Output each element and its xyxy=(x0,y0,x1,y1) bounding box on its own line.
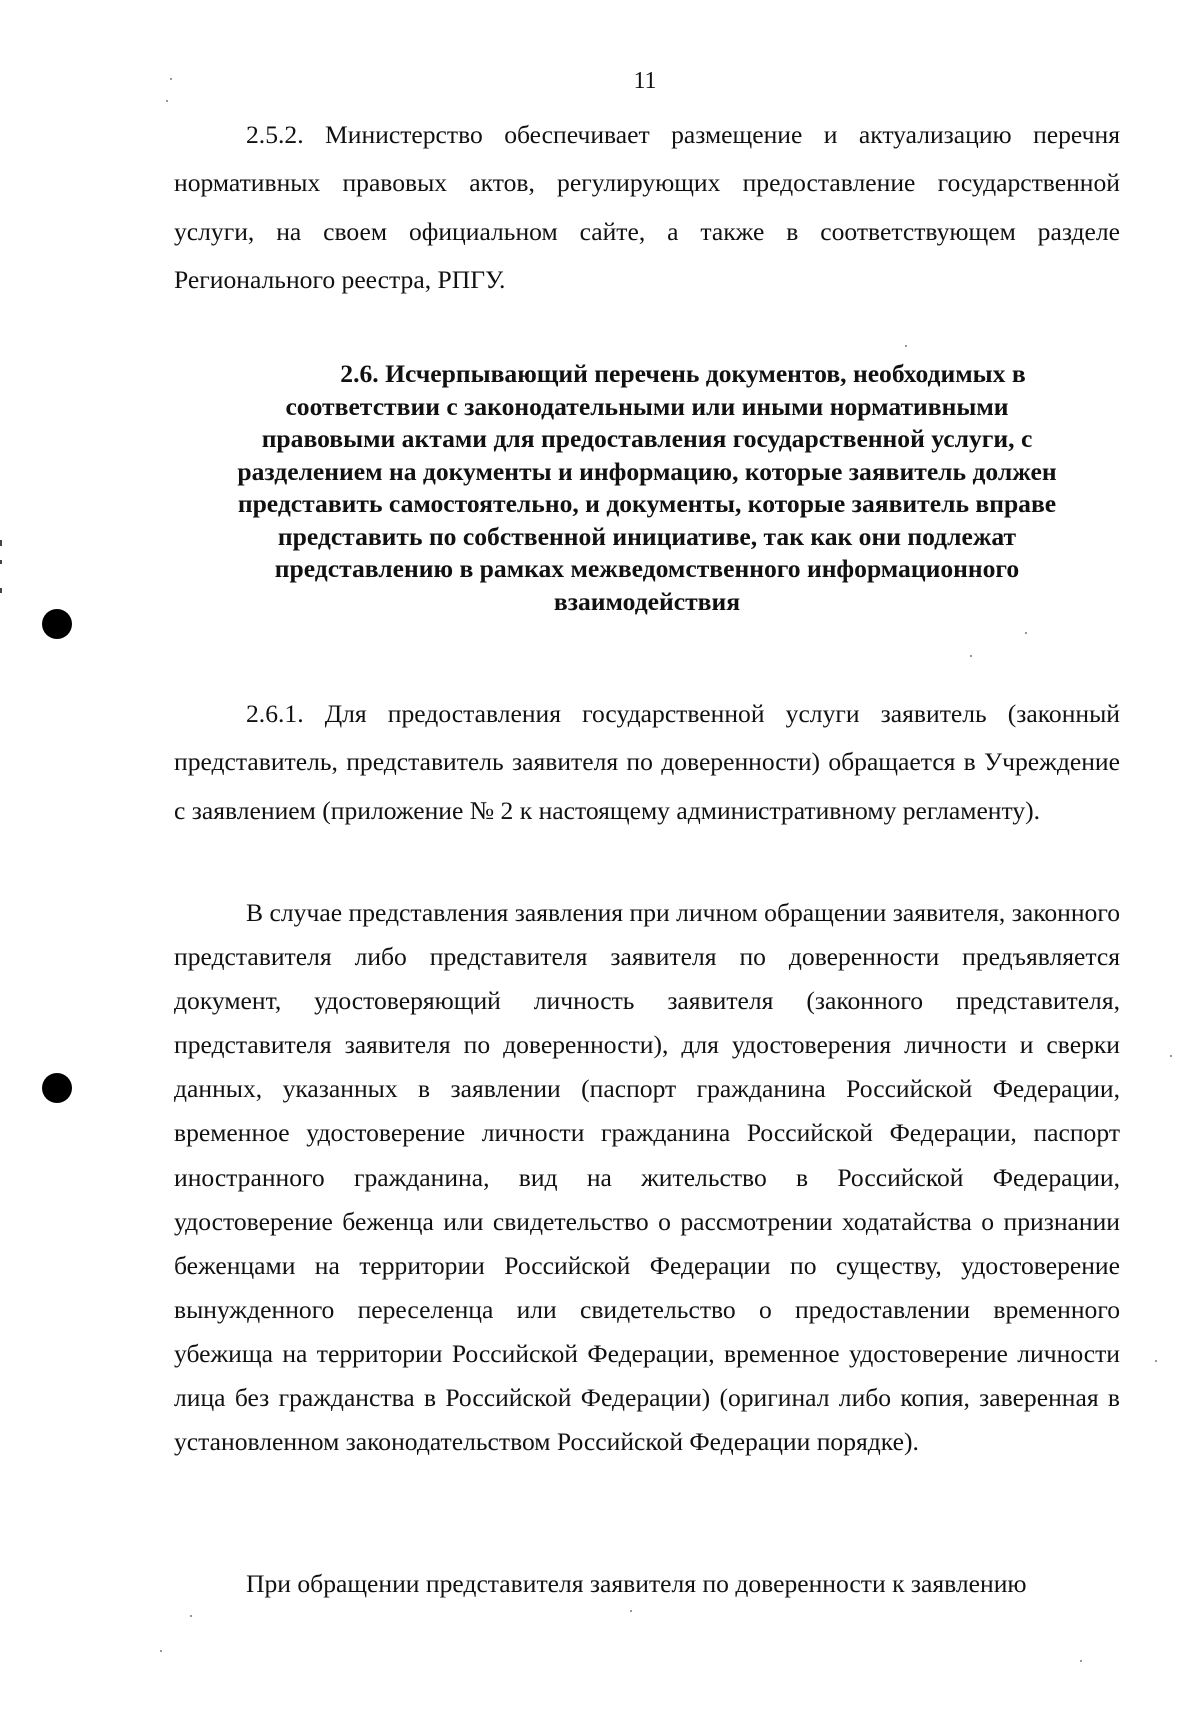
page-number: 11 xyxy=(633,68,657,94)
heading-line: представить по собственной инициативе, так как они подлежат xyxy=(277,521,1017,551)
paragraph-identity xyxy=(174,891,1120,1464)
heading-line: правовыми актами для предоставления государственной услуги, с xyxy=(261,424,1033,453)
scan-speck xyxy=(1080,1660,1082,1662)
paragraph-representative-text: При обращении представителя заявителя по доверенности к заявлению xyxy=(246,1569,1027,1598)
scan-edge-mark xyxy=(0,540,2,546)
heading-line: разделением на документы и информацию, которые заявитель должен xyxy=(237,456,1057,486)
paragraph-representative-block xyxy=(174,1562,1120,1606)
scan-edge-mark xyxy=(0,588,2,593)
scan-speck xyxy=(630,1610,632,1612)
section-2-6-heading xyxy=(174,358,1120,618)
scan-speck xyxy=(190,1615,192,1617)
paragraph-2-5-2-block xyxy=(174,111,1120,305)
scan-speck xyxy=(160,1650,162,1652)
paragraph-2-5-2 xyxy=(174,111,1120,305)
scan-speck xyxy=(970,655,972,657)
heading-line: представить самостоятельно, и документы, которые заявитель вправе xyxy=(237,489,1057,518)
heading-line: 2.6. Исчерпывающий перечень документов, необходимых в xyxy=(340,359,1026,388)
paragraph-identity-text: В случае представления заявления при личном обращении заявителя, законного представителя либо представителя заявителя по доверенности предъявляется документ, удостоверяющий личность заявителя (законного представителя, представителя заявителя по доверенности), для удостоверения личности и сверки данных, указанных в заявлении (паспорт гражданина Российской Федерации, временное удостоверение личности гражданина Российской Федерации, паспорт иностранного гражданина, вид на жительство в Российской Федерации, удостоверение беженца или свидетельство о рассмотрении ходатайства о признании беженцами на территории Российской Федерации по существу, удостоверение вынужденного переселенца или свидетельство о предоставлении временного убежища на территории Российской Федерации, временное удостоверение личности лица без гражданства в Российской Федерации) (оригинал либо копия, заверенная в установленном законодательством Российской Федерации порядке). xyxy=(174,898,1120,1457)
scan-speck xyxy=(166,100,168,102)
paragraph-2-6-1-text: 2.6.1. Для предоставления государственной услуги заявитель (законный представитель, представитель заявителя по доверенности) обращается в Учреждение с заявлением (приложение № 2 к настоящему административному регламенту). xyxy=(174,699,1120,825)
scan-speck xyxy=(1155,1360,1157,1362)
scan-speck xyxy=(905,345,907,347)
paragraph-2-6-1 xyxy=(174,690,1120,835)
heading-line: взаимодействия xyxy=(553,586,741,616)
paragraph-2-6-1-block xyxy=(174,690,1120,835)
scan-edge-mark xyxy=(0,560,2,564)
scan-speck xyxy=(1170,1055,1172,1057)
paragraph-2-5-2-text: 2.5.2. Министерство обеспечивает размещение и актуализацию перечня нормативных правовых актов, регулирующих предоставление государственной услуги, на своем официальном сайте, а также в соответствующем разделе Регионального реестра, РПГУ. xyxy=(174,120,1120,295)
heading-line: соответствии с законодательными или иными нормативными xyxy=(285,391,1009,421)
paragraph-identity-block xyxy=(174,891,1120,1464)
punch-hole-bottom xyxy=(42,1073,72,1103)
paragraph-representative xyxy=(174,1562,1120,1606)
scan-speck xyxy=(1025,632,1027,634)
punch-hole-top xyxy=(42,609,72,639)
heading-line: представлению в рамках межведомственного информационного xyxy=(274,554,1020,583)
